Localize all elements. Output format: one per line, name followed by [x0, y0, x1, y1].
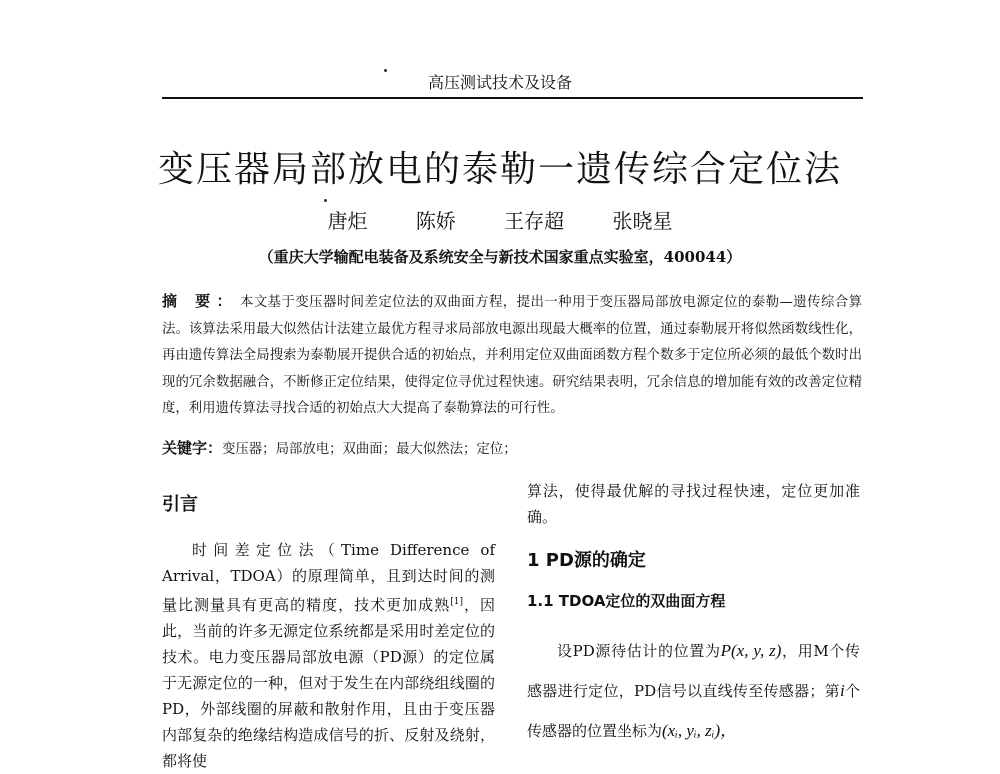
affiliation: （重庆大学输配电装备及系统安全与新技术国家重点实验室，400044）: [258, 248, 742, 266]
keywords-text: 变压器；局部放电；双曲面；最大似然法；定位；: [222, 442, 517, 457]
author-name: 王存超: [504, 209, 565, 233]
abstract-label: 摘 要：: [162, 292, 238, 310]
citation: [1]: [450, 597, 463, 607]
abstract-text: 本文基于变压器时间差定位法的双曲面方程，提出一种用于变压器局部放电源定位的泰勒—遗传综合算法。该算法采用最大似然估计法建立最优方程寻求局部放电源出现最大概率的位置，通过泰勒展开将似然函数线性化，再由遗传算法全局搜索为泰勒展开提供合适的初始点，并利用定位双曲面函数方程个数多于定位所必须的最低个数时出现的冗余数据融合，不断修正定位结果，使得定位寻优过程快速。研究结果表明，冗余信息的增加能有效的改善定位精度，利用遗传算法寻找合适的初始点大大提高了泰勒算法的可行性。: [162, 295, 862, 416]
left-column: [162, 490, 495, 774]
subsection-heading: 1.1 TDOA定位的双曲面方程: [527, 592, 726, 610]
body-text: 个传感器的位置坐标为: [527, 682, 860, 740]
scan-speck: [324, 199, 327, 202]
right-column: [527, 478, 860, 751]
abstract: [162, 288, 862, 423]
intro-paragraph: [162, 537, 495, 774]
intro-text: 时间差定位法（Time Difference of Arrival，TDOA）的原理简单，且到达时间的测量比测量具有更高的精度，技术更加成熟: [162, 541, 495, 614]
intro-heading: 引言: [162, 494, 198, 515]
paper-title: 变压器局部放电的泰勒一遗传综合定位法: [157, 149, 842, 190]
body-paragraph: [527, 631, 860, 751]
carry-over-paragraph: 算法，使得最优解的寻找过程快速，定位更加准确。: [527, 482, 860, 526]
author-list: [0, 205, 1000, 234]
running-header: 高压测试技术及设备: [427, 73, 572, 92]
header-rule: [162, 97, 863, 99]
scan-speck: [384, 69, 387, 72]
keywords-label: 关键字：: [162, 439, 223, 457]
section-heading: 1 PD源的确定: [527, 550, 646, 571]
author-name: 唐炬: [327, 209, 368, 233]
math-variable: i: [839, 681, 845, 700]
body-text: 设PD源待估计的位置为: [557, 642, 721, 660]
body-text: ，用M个传感器进行定位，PD信号以直线传至传感器；第: [527, 642, 860, 700]
author-name: 陈娇: [415, 209, 456, 233]
math-coordinates: (xᵢ, yᵢ, zᵢ)，: [662, 721, 738, 740]
intro-text-cont: ，因此，当前的许多无源定位系统都是采用时差定位的技术。电力变压器局部放电源（PD源）的定位属于无源定位的一种，但对于发生在内部绕组线圈的PD，外部线圈的屏蔽和散射作用，且由于变压器内部复杂的绝缘结构造成信号的折、反射及绕射，都将使: [162, 596, 495, 770]
math-expression: P(x, y, z): [720, 641, 782, 660]
author-name: 张晓星: [612, 209, 673, 233]
keywords: [162, 437, 862, 458]
